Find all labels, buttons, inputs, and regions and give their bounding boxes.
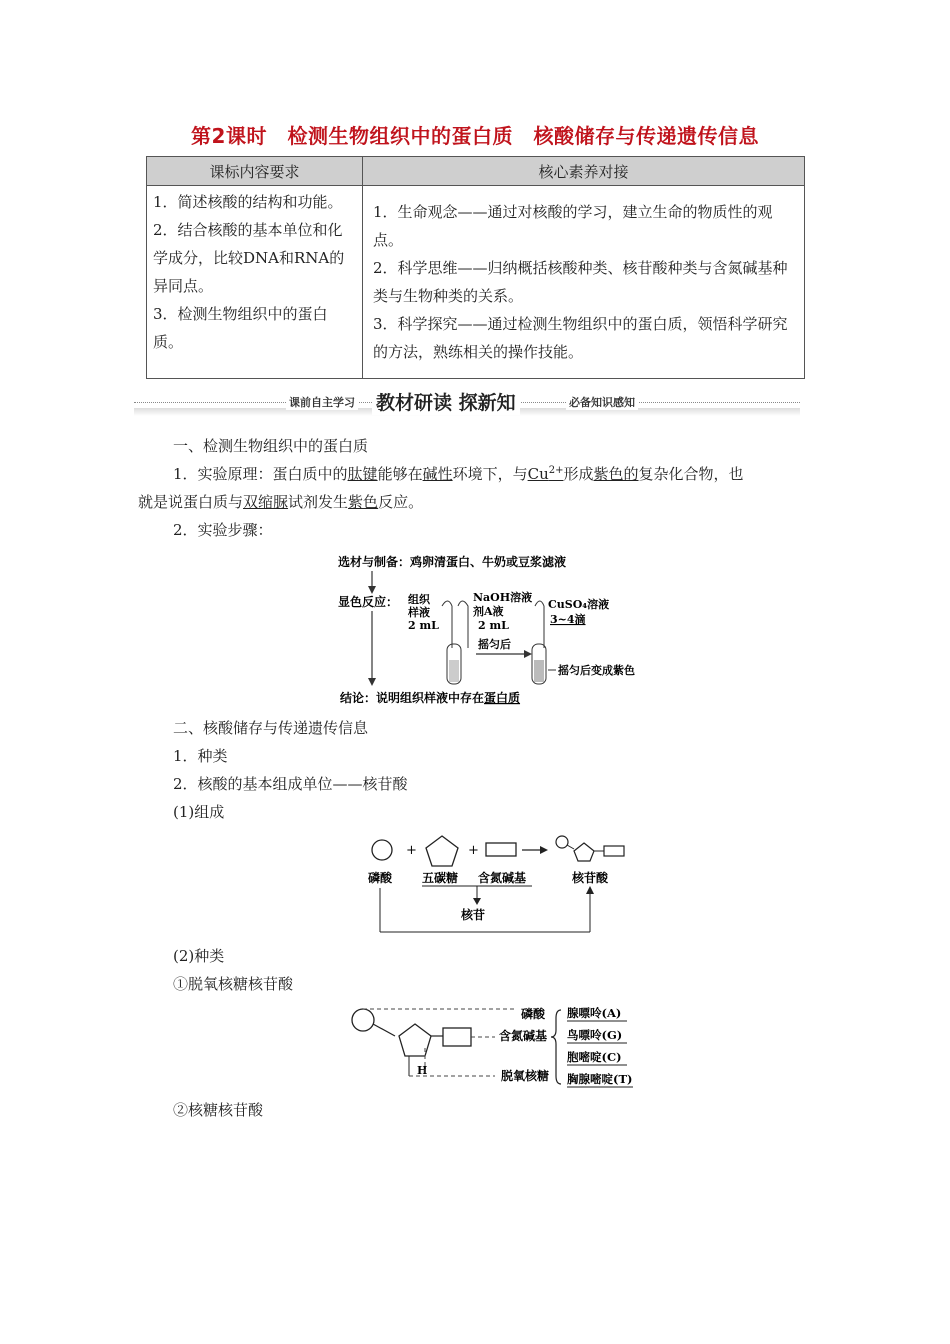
nucleotide-composition-figure — [360, 830, 640, 940]
deoxyribose-label: 脱氧核糖 — [501, 1069, 550, 1083]
svg-text:剂A液: 剂A液 — [473, 605, 504, 618]
base-item: 腺嘌呤(A) — [567, 1006, 622, 1020]
phosphate-label: 磷酸 — [368, 871, 393, 885]
material-text: 选材与制备：鸡卵清蛋白、牛奶或豆浆滤液 — [338, 555, 567, 569]
svg-text:2 mL: 2 mL — [408, 619, 439, 632]
table-header-literacy: 核心素养对接 — [363, 157, 805, 186]
literacy-item: 1．生命观念——通过对核酸的学习，建立生命的物质性的观点。 — [373, 203, 773, 249]
deoxy-nucleotide-label: ①脱氧核糖核苷酸 — [173, 975, 294, 993]
sugar-label: 五碳糖 — [422, 871, 459, 885]
deoxyribonucleotide-figure — [345, 1000, 645, 1095]
nucleoside-label: 核苷 — [461, 908, 486, 922]
basic-unit-label: 2．核酸的基本组成单位——核苷酸 — [173, 775, 408, 793]
base-item: 胞嘧啶(C) — [567, 1050, 622, 1064]
nucleotide-label: 核苷酸 — [572, 871, 609, 885]
base-item: 鸟嘌呤(G) — [567, 1028, 623, 1042]
requirement-item: 1．简述核酸的结构和功能。 — [153, 193, 343, 211]
base-item: 胸腺嘧啶(T) — [567, 1072, 633, 1086]
table-header-requirements: 课标内容要求 — [147, 157, 363, 186]
literacy-item: 2．科学思维——归纳概括核酸种类、核苷酸种类与含氮碱基种类与生物种类的关系。 — [373, 259, 788, 305]
section2-heading: 二、核酸储存与传递遗传信息 — [173, 719, 369, 737]
svg-text:H: H — [417, 1064, 428, 1077]
base-label: 含氮碱基 — [478, 871, 527, 885]
svg-text:摇匀后: 摇匀后 — [478, 638, 511, 651]
experiment-steps-figure — [330, 548, 650, 710]
banner-left-label: 课前自主学习 — [286, 394, 358, 410]
principle-paragraph-cont: 就是说蛋白质与双缩脲试剂发生紫色反应。 — [138, 493, 424, 511]
svg-text:2 mL: 2 mL — [478, 619, 509, 632]
base-label: 含氮碱基 — [499, 1029, 548, 1043]
steps-label: 2．实验步骤： — [173, 521, 273, 539]
base-rectangle — [486, 843, 516, 856]
color-reaction-label: 显色反应： — [338, 595, 399, 609]
svg-text:+: + — [468, 843, 479, 858]
svg-text:3~4滴: 3~4滴 — [550, 613, 586, 626]
banner-right-label: 必备知识感知 — [566, 394, 638, 410]
section-banner — [134, 388, 800, 418]
pentose-pentagon — [426, 836, 458, 866]
ribonucleotide-label: ②核糖核苷酸 — [173, 1101, 264, 1119]
principle-paragraph: 1．实验原理：蛋白质中的肽键能够在碱性环境下，与$Cu^{2+}$形成紫色的复杂化合物，也 — [173, 465, 744, 483]
svg-text:样液: 样液 — [408, 606, 430, 619]
phosphate-circle — [372, 840, 392, 860]
literacy-item: 3．科学探究——通过检测生物组织中的蛋白质，领悟科学研究的方法，熟练相关的操作技能。 — [373, 315, 788, 361]
standards-table — [146, 156, 805, 379]
requirement-item: 2．结合核酸的基本单位和化学成分，比较DNA和RNA的异同点。 — [153, 221, 345, 295]
phosphate-label: 磷酸 — [521, 1007, 546, 1021]
requirement-item: 3．检测生物组织中的蛋白质。 — [153, 305, 328, 351]
page-title: 第2课时 检测生物组织中的蛋白质 核酸储存与传递遗传信息 — [191, 124, 759, 148]
section1-heading: 一、检测生物组织中的蛋白质 — [173, 437, 369, 455]
banner-title: 教材研读 探新知 — [372, 388, 520, 415]
types-label: 1．种类 — [173, 747, 228, 765]
conclusion-text: 结论：说明组织样液中存在蛋白质 — [340, 691, 521, 705]
svg-text:CuSO₄溶液: CuSO₄溶液 — [548, 598, 610, 611]
kinds-label: (2)种类 — [173, 947, 225, 965]
svg-text:组织: 组织 — [408, 593, 430, 606]
purple-result-text: 摇匀后变成紫色 — [558, 664, 635, 677]
svg-text:+: + — [406, 843, 417, 858]
svg-text:NaOH溶液: NaOH溶液 — [473, 591, 533, 604]
composition-label: (1)组成 — [173, 803, 225, 821]
